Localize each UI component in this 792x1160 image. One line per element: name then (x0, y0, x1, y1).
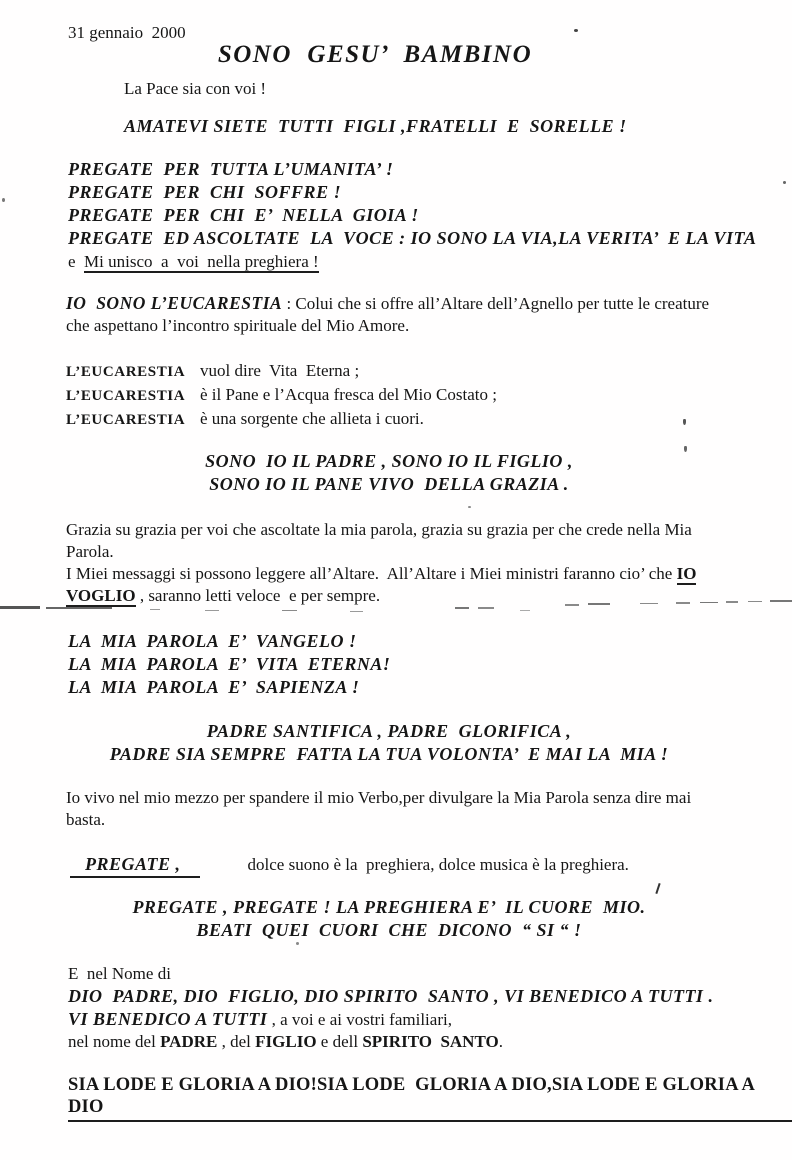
eucarestia-intro-rest1: : Colui che si offre all’Altare dell’Agnello per tutte le creature (282, 294, 710, 313)
vivo-line-2: basta. (66, 810, 106, 829)
grazia-paragraph (66, 519, 766, 563)
eucarestia-label: L’EUCARESTIA (66, 412, 186, 428)
messaggi-voglio-bold: VOGLIO (66, 586, 136, 605)
padre-line-2: PADRE SIA SEMPRE FATTA LA TUA VOLONTA’ E MAI LA MIA ! (109, 744, 669, 764)
eucarestia-item-2-text: è il Pane e l’Acqua fresca del Mio Costato ; (200, 385, 497, 404)
eucarestia-intro-paragraph (66, 292, 778, 337)
cuore-line-2: BEATI QUEI CUORI CHE DICONO “ SI “ ! (196, 920, 582, 940)
benedizione-dio-line: DIO PADRE, DIO FIGLIO, DIO SPIRITO SANTO , VI BENEDICO A TUTTI . (68, 986, 714, 1006)
nel-nome-2: , del (217, 1032, 256, 1051)
eucarestia-item-1-text: vuol dire Vita Eterna ; (200, 361, 360, 380)
benedizione-intro: E nel Nome di (68, 964, 171, 983)
nel-nome-spirito: SPIRITO SANTO (362, 1032, 499, 1051)
vivo-line-1: Io vivo nel mio mezzo per spandere il mio Verbo,per divulgare la Mia Parola senza dire mai (66, 788, 692, 807)
eucarestia-intro-bold: IO SONO L’EUCARESTIA (66, 293, 283, 313)
eucarestia-item-3 (66, 408, 424, 431)
messaggi-io-bold: IO (676, 564, 697, 583)
eucarestia-intro-rest2: che aspettano l’incontro spirituale del Mio Amore. (66, 316, 410, 335)
amatevi-line: AMATEVI SIETE TUTTI FIGLI ,FRATELLI E SORELLE ! (124, 116, 627, 136)
benedizione-benedico-line (68, 1008, 452, 1031)
messaggi-paragraph (66, 563, 778, 607)
nel-nome-3: e dell (316, 1032, 363, 1051)
document-title: SONO GESU’ BAMBINO (217, 41, 533, 68)
grazia-line-1: Grazia su grazia per voi che ascoltate la mia parola, grazia su grazia per che crede nella Mia (66, 520, 692, 539)
sia-lode-text: SIA LODE E GLORIA A DIO!SIA LODE GLORIA A DIO,SIA LODE E GLORIA A DIO (68, 1074, 792, 1122)
nel-nome-figlio: FIGLIO (255, 1032, 317, 1051)
pregate-underlined-label: PREGATE , (70, 853, 200, 878)
eucarestia-item-3-text: è una sorgente che allieta i cuori. (200, 409, 424, 428)
nel-nome-1: nel nome del (68, 1032, 161, 1051)
pregate-line-1: PREGATE PER TUTTA L’UMANITA’ ! (68, 159, 394, 179)
sono-io-line-1: SONO IO IL PADRE , SONO IO IL FIGLIO , (205, 451, 573, 471)
eucarestia-label: L’EUCARESTIA (66, 388, 186, 404)
pregate-line-4: PREGATE ED ASCOLTATE LA VOCE : IO SONO LA VIA,LA VERITA’ E LA VITA (68, 228, 757, 248)
eucarestia-item-1 (66, 360, 359, 383)
pregate-line-3: PREGATE PER CHI E’ NELLA GIOIA ! (68, 205, 419, 225)
parola-line-2: LA MIA PAROLA E’ VITA ETERNA! (68, 654, 391, 674)
cuore-line-1: PREGATE , PREGATE ! LA PREGHIERA E’ IL CUORE MIO. (132, 897, 646, 917)
nel-nome-4: . (498, 1032, 503, 1051)
greeting-line: La Pace sia con voi ! (124, 79, 267, 98)
vivo-paragraph (66, 787, 766, 831)
sono-io-line-2: SONO IO IL PANE VIVO DELLA GRAZIA . (209, 474, 569, 494)
nel-nome-padre: PADRE (160, 1032, 218, 1051)
benedico-bold: VI BENEDICO A TUTTI (68, 1009, 268, 1029)
parola-line-3: LA MIA PAROLA E’ SAPIENZA ! (68, 677, 360, 697)
eucarestia-label: L’EUCARESTIA (66, 364, 186, 380)
messaggi-line-1: I Miei messaggi si possono leggere all’Altare. All’Altare i Miei ministri faranno cio’ che (66, 564, 677, 583)
unisco-prefix: e (68, 252, 85, 271)
unisco-underlined-text: Mi unisco a voi nella preghiera ! (84, 252, 319, 271)
messaggi-line-2-rest: , saranno letti veloce e per sempre. (135, 586, 381, 605)
document-date: 31 gennaio 2000 (68, 23, 186, 42)
pregate-dolce-text: dolce suono è la preghiera, dolce musica è la preghiera. (247, 855, 629, 874)
grazia-line-2: Parola. (66, 542, 114, 561)
pregate-dolce-line (70, 853, 629, 878)
unisco-line (68, 251, 319, 273)
padre-line-1: PADRE SANTIFICA , PADRE GLORIFICA , (206, 721, 572, 741)
parola-line-1: LA MIA PAROLA E’ VANGELO ! (68, 631, 357, 651)
benedico-rest: , a voi e ai vostri familiari, (267, 1010, 452, 1029)
sia-lode-line (68, 1074, 792, 1122)
eucarestia-item-2 (66, 384, 497, 407)
pregate-line-2: PREGATE PER CHI SOFFRE ! (68, 182, 342, 202)
benedizione-nel-nome-line (68, 1031, 503, 1053)
